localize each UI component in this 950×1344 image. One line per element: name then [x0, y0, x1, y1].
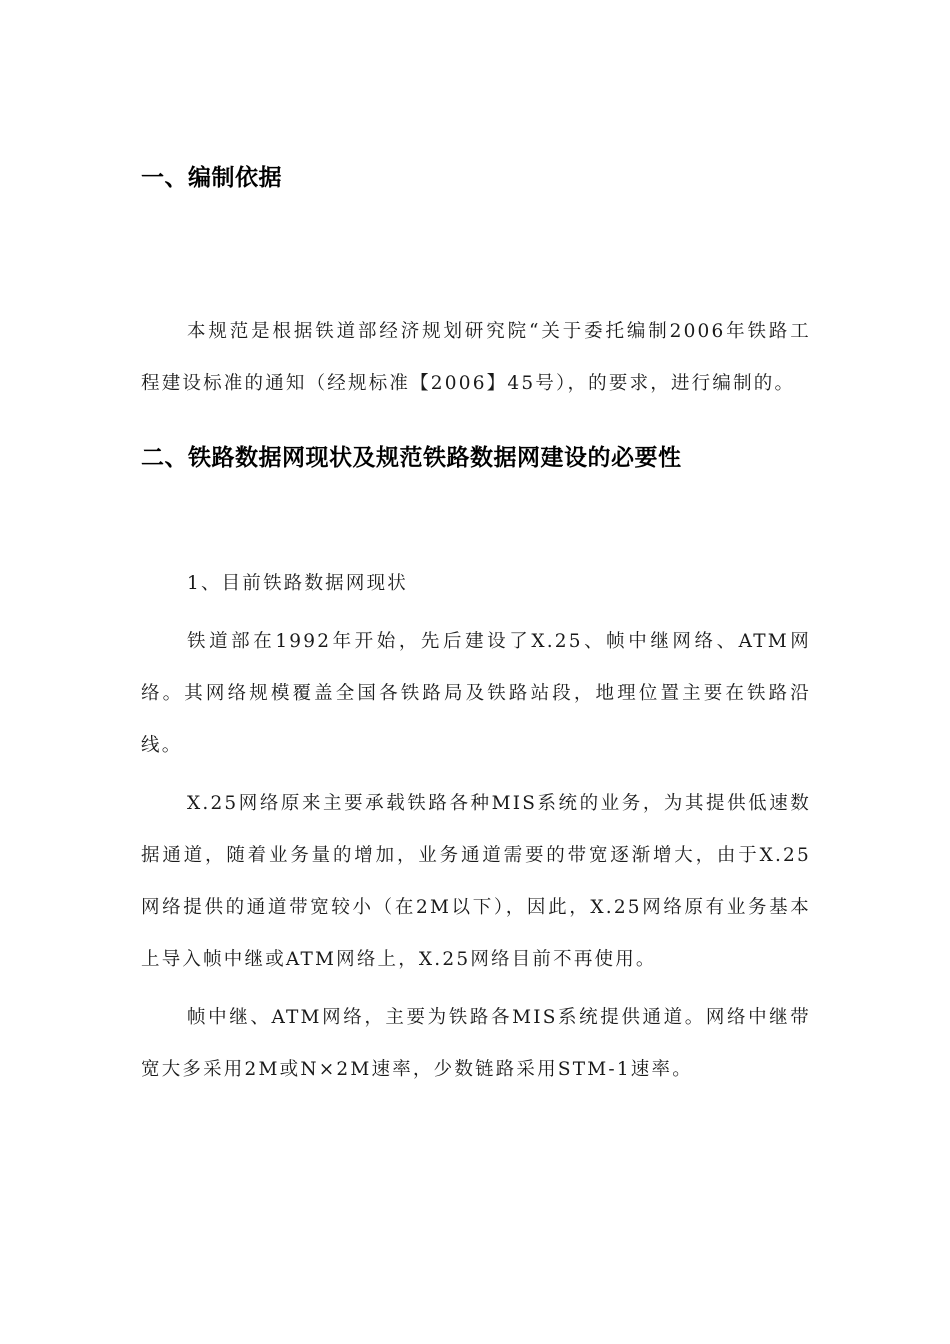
document-body — [141, 160, 811, 1096]
paragraph-basis: 本规范是根据铁道部经济规划研究院“关于委托编制2006年铁路工程建设标准的通知（经规标准【2006】45号），的要求，进行编制的。 — [141, 321, 811, 394]
paragraph-networks: 铁道部在1992年开始，先后建设了X.25、帧中继网络、ATM网络。其网络规模覆盖全国各铁路局及铁路站段，地理位置主要在铁路沿线。 — [141, 631, 811, 756]
paragraph-x25: X.25网络原来主要承载铁路各种MIS系统的业务，为其提供低速数据通道，随着业务量的增加，业务通道需要的带宽逐渐增大，由于X.25网络提供的通道带宽较小（在2M以下），因此，X.25网络原有业务基本上导入帧中继或ATM网络上，X.25网络目前不再使用。 — [141, 793, 811, 970]
spacer — [141, 410, 811, 440]
paragraph-frame-relay-atm: 帧中继、ATM网络，主要为铁路各MIS系统提供通道。网络中继带宽大多采用2M或N×2M速率，少数链路采用STM-1速率。 — [141, 1007, 811, 1080]
section-heading-status: 二、铁路数据网现状及规范铁路数据网建设的必要性 — [141, 445, 682, 471]
spacer — [141, 196, 811, 306]
spacer — [141, 476, 811, 558]
section-heading-basis: 一、编制依据 — [141, 165, 282, 191]
subheading-current-status: 1、目前铁路数据网现状 — [187, 573, 408, 594]
